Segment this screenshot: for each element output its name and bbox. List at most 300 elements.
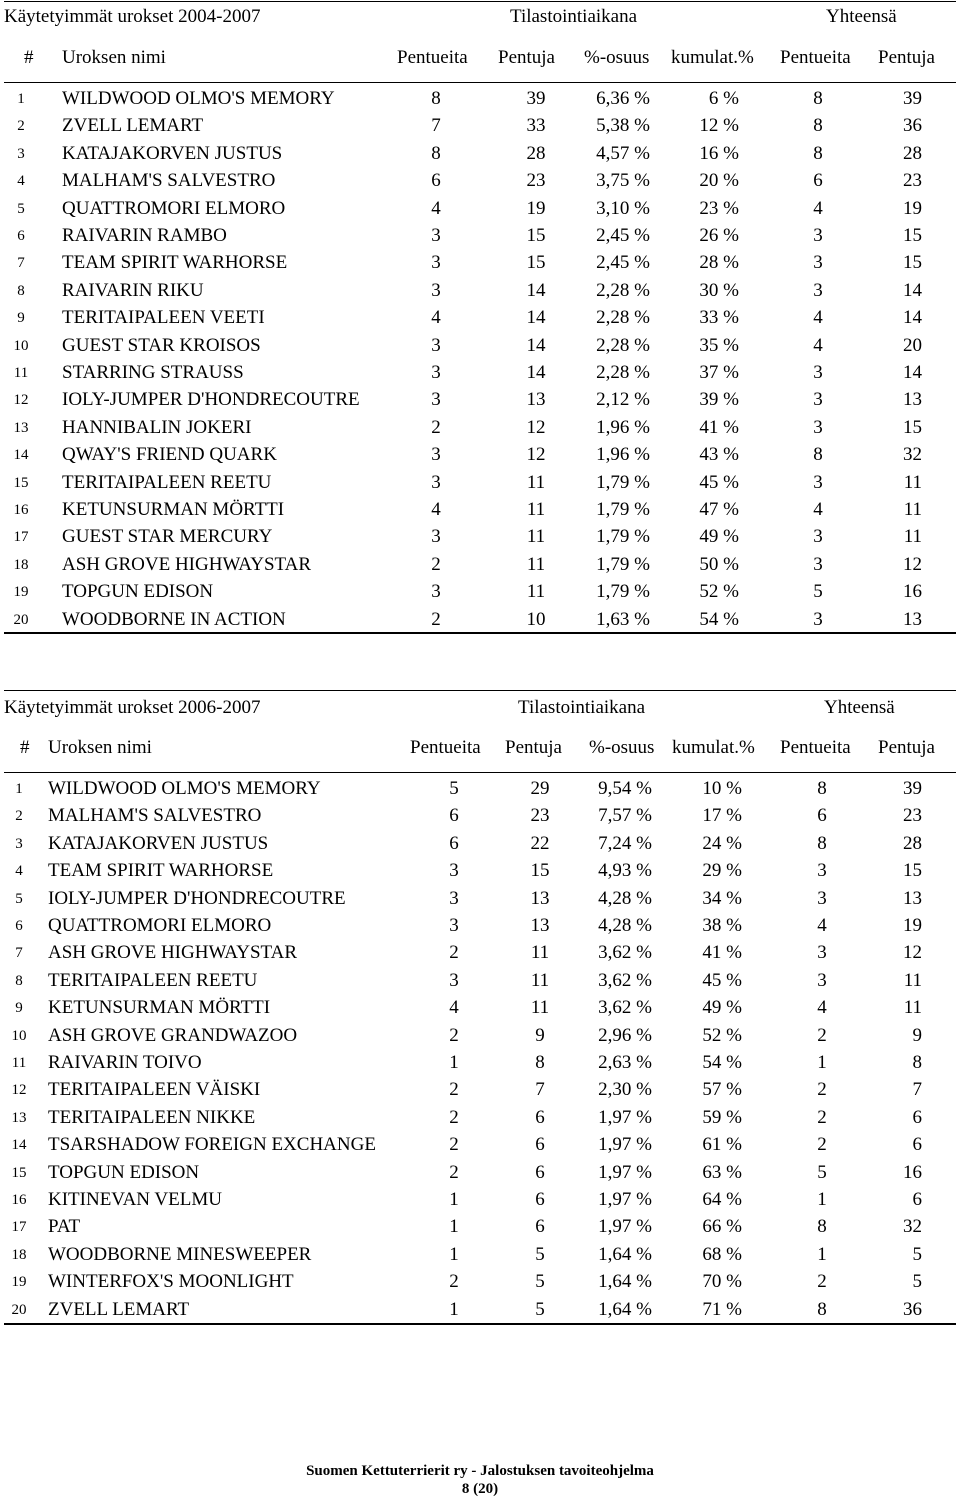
- cell-puppies: 5: [535, 1298, 545, 1320]
- cell-name: TERITAIPALEEN REETU: [48, 969, 258, 991]
- cell-name: RAIVARIN RIKU: [62, 279, 204, 301]
- cell-puppies: 33: [526, 115, 546, 137]
- cell-cumulative: 47 %: [699, 499, 739, 520]
- cell-share: 2,96 %: [598, 1024, 652, 1046]
- cell-name: TERITAIPALEEN VEETI: [62, 307, 265, 329]
- table-title: Käytetyimmät urokset 2006-2007: [4, 697, 261, 718]
- cell-total-litters: 2: [817, 1271, 827, 1293]
- cell-name: TERITAIPALEEN NIKKE: [48, 1106, 256, 1128]
- cell-share: 1,64 %: [598, 1271, 652, 1293]
- table-bottom-border: [4, 1323, 956, 1325]
- table-row: [4, 1079, 956, 1107]
- cell-cumulative: 68 %: [702, 1243, 742, 1265]
- cell-total-puppies: 15: [903, 416, 922, 438]
- cell-cumulative: 57 %: [702, 1079, 742, 1101]
- table-row: [4, 778, 956, 806]
- cell-rank: 6: [15, 918, 23, 934]
- cell-cumulative: 38 %: [702, 915, 742, 936]
- cell-total-litters: 3: [813, 362, 823, 383]
- cell-total-puppies: 16: [903, 1161, 922, 1183]
- cell-puppies: 7: [535, 1079, 545, 1101]
- col-header-number: #: [20, 737, 30, 758]
- cell-rank: 16: [11, 1192, 27, 1208]
- cell-litters: 2: [449, 1024, 459, 1046]
- cell-name: TEAM SPIRIT WARHORSE: [48, 860, 274, 882]
- cell-puppies: 13: [530, 887, 550, 909]
- cell-rank: 1: [17, 91, 25, 107]
- cell-name: RAIVARIN RAMBO: [62, 225, 227, 246]
- table-row: [4, 860, 956, 888]
- cell-share: 4,57 %: [596, 142, 650, 164]
- table-row: [4, 115, 956, 143]
- cell-share: 4,28 %: [598, 915, 652, 936]
- table-row: [4, 915, 956, 943]
- cell-name: IOLY-JUMPER D'HONDRECOUTRE: [48, 887, 346, 909]
- table-top-border: [4, 1, 956, 2]
- cell-total-litters: 8: [813, 115, 823, 137]
- cell-litters: 1: [449, 1243, 459, 1265]
- cell-litters: 4: [431, 499, 441, 520]
- cell-litters: 2: [449, 1161, 459, 1183]
- cell-puppies: 14: [526, 334, 546, 356]
- cell-litters: 3: [431, 362, 441, 383]
- cell-litters: 1: [449, 1298, 459, 1320]
- cell-share: 2,28 %: [596, 334, 650, 356]
- cell-puppies: 15: [526, 225, 546, 246]
- cell-cumulative: 66 %: [702, 1216, 742, 1238]
- cell-total-puppies: 14: [903, 362, 922, 383]
- cell-puppies: 11: [526, 526, 546, 548]
- cell-cumulative: 52 %: [702, 1024, 742, 1046]
- cell-name: IOLY-JUMPER D'HONDRECOUTRE: [62, 389, 360, 411]
- col-header-total-puppies: Pentuja: [878, 47, 935, 68]
- cell-total-litters: 8: [817, 832, 827, 854]
- table-row: [4, 833, 956, 861]
- cell-rank: 20: [13, 611, 29, 628]
- table-2006-2007: [4, 690, 956, 1330]
- cell-total-puppies: 12: [903, 553, 922, 575]
- cell-total-puppies: 11: [903, 997, 922, 1019]
- cell-total-puppies: 28: [903, 142, 922, 164]
- cell-rank: 17: [11, 1219, 27, 1236]
- cell-litters: 3: [431, 389, 441, 411]
- col-header-share: %-osuus: [584, 47, 650, 68]
- cell-share: 3,75 %: [596, 170, 650, 192]
- cell-name: GUEST STAR KROISOS: [62, 334, 261, 356]
- cell-cumulative: 17 %: [702, 805, 742, 827]
- cell-litters: 2: [449, 942, 459, 964]
- cell-cumulative: 16 %: [699, 142, 739, 164]
- cell-puppies: 12: [526, 416, 546, 438]
- table-row: [4, 88, 956, 116]
- cell-total-puppies: 14: [903, 307, 922, 329]
- cell-rank: 10: [13, 337, 29, 354]
- cell-rank: 8: [17, 282, 25, 299]
- cell-litters: 3: [431, 581, 441, 603]
- cell-litters: 1: [449, 1189, 459, 1210]
- cell-total-puppies: 23: [903, 170, 922, 192]
- cell-cumulative: 28 %: [699, 252, 739, 274]
- cell-total-puppies: 6: [912, 1134, 922, 1156]
- cell-rank: 7: [17, 255, 25, 272]
- cell-name: HANNIBALIN JOKERI: [62, 416, 252, 438]
- cell-cumulative: 70 %: [702, 1271, 742, 1293]
- cell-name: KITINEVAN VELMU: [48, 1189, 222, 1210]
- cell-puppies: 8: [535, 1052, 545, 1073]
- cell-name: TOPGUN EDISON: [48, 1161, 200, 1183]
- cell-share: 3,62 %: [598, 997, 652, 1019]
- cell-total-litters: 8: [813, 88, 823, 109]
- cell-total-litters: 5: [817, 1161, 827, 1183]
- table-row: [4, 1299, 956, 1327]
- cell-cumulative: 61 %: [702, 1134, 742, 1156]
- cell-total-litters: 1: [817, 1243, 827, 1265]
- page-footer-title: Suomen Kettuterrierit ry - Jalostuksen tavoiteohjelma: [306, 1463, 654, 1479]
- cell-puppies: 11: [530, 942, 550, 964]
- cell-share: 2,28 %: [596, 279, 650, 301]
- cell-name: QUATTROMORI ELMORO: [62, 197, 286, 219]
- col-header-total-puppies: Pentuja: [878, 737, 935, 758]
- cell-share: 1,97 %: [598, 1134, 652, 1156]
- cell-total-litters: 4: [813, 307, 823, 329]
- cell-puppies: 28: [526, 142, 546, 164]
- cell-cumulative: 59 %: [702, 1106, 742, 1128]
- cell-total-litters: 3: [813, 471, 823, 493]
- cell-name: TERITAIPALEEN REETU: [62, 471, 272, 493]
- cell-rank: 2: [15, 808, 23, 825]
- cell-name: KETUNSURMAN MÖRTTI: [62, 499, 285, 520]
- cell-share: 1,97 %: [598, 1106, 652, 1128]
- cell-share: 1,79 %: [596, 581, 650, 603]
- cell-rank: 1: [15, 781, 23, 797]
- cell-puppies: 23: [530, 805, 550, 827]
- cell-litters: 3: [449, 860, 459, 882]
- cell-total-puppies: 9: [912, 1024, 922, 1046]
- cell-rank: 13: [11, 1109, 27, 1126]
- cell-litters: 2: [449, 1134, 459, 1156]
- cell-share: 3,10 %: [596, 197, 650, 219]
- cell-total-litters: 3: [813, 252, 823, 274]
- cell-share: 2,12 %: [596, 389, 650, 411]
- group-header-stats: Tilastointiaikana: [510, 6, 638, 27]
- table-row: [4, 526, 956, 554]
- cell-rank: 7: [15, 945, 23, 962]
- cell-cumulative: 33 %: [699, 307, 739, 329]
- page-number: 8 (20): [461, 1481, 499, 1497]
- table-row: [4, 335, 956, 363]
- table-row: [4, 198, 956, 226]
- cell-name: RAIVARIN TOIVO: [48, 1052, 202, 1073]
- cell-name: QWAY'S FRIEND QUARK: [62, 444, 277, 466]
- cell-rank: 20: [11, 1301, 27, 1318]
- table-top-border: [4, 690, 956, 691]
- cell-total-litters: 3: [817, 887, 827, 909]
- cell-total-puppies: 39: [903, 88, 922, 109]
- table-row: [4, 444, 956, 472]
- table-title: Käytetyimmät urokset 2004-2007: [4, 6, 261, 27]
- cell-total-litters: 4: [813, 499, 823, 520]
- table-row: [4, 499, 956, 527]
- cell-cumulative: 30 %: [699, 279, 739, 301]
- cell-puppies: 6: [535, 1216, 545, 1238]
- cell-puppies: 6: [535, 1106, 545, 1128]
- cell-total-puppies: 11: [903, 969, 922, 991]
- cell-total-puppies: 13: [903, 608, 922, 630]
- cell-share: 7,24 %: [598, 832, 652, 854]
- cell-litters: 3: [449, 915, 459, 936]
- cell-litters: 4: [431, 197, 441, 219]
- header-divider: [4, 82, 956, 83]
- cell-total-litters: 3: [817, 942, 827, 964]
- cell-name: TEAM SPIRIT WARHORSE: [62, 252, 288, 274]
- cell-share: 9,54 %: [598, 778, 652, 799]
- col-header-total-litters: Pentueita: [780, 47, 851, 68]
- col-header-puppies: Pentuja: [505, 737, 562, 758]
- cell-total-litters: 2: [817, 1079, 827, 1101]
- cell-total-puppies: 32: [903, 444, 922, 466]
- cell-litters: 1: [449, 1052, 459, 1073]
- cell-puppies: 12: [526, 444, 546, 466]
- cell-litters: 6: [431, 170, 441, 192]
- cell-cumulative: 41 %: [702, 942, 742, 964]
- cell-share: 1,97 %: [598, 1216, 652, 1238]
- cell-total-puppies: 36: [903, 115, 922, 137]
- cell-total-litters: 2: [817, 1106, 827, 1128]
- cell-total-puppies: 11: [903, 526, 922, 548]
- group-header-total: Yhteensä: [824, 697, 895, 718]
- table-2004-2007: [4, 0, 956, 640]
- table-row: [4, 1271, 956, 1299]
- col-header-litters: Pentueita: [410, 737, 481, 758]
- table-row: [4, 1107, 956, 1135]
- cell-total-litters: 3: [813, 279, 823, 301]
- cell-total-litters: 8: [817, 1216, 827, 1238]
- cell-litters: 6: [449, 832, 459, 854]
- cell-total-puppies: 11: [903, 471, 922, 493]
- cell-puppies: 23: [526, 170, 546, 192]
- cell-share: 4,93 %: [598, 860, 652, 882]
- cell-share: 2,28 %: [596, 307, 650, 329]
- cell-share: 7,57 %: [598, 805, 652, 827]
- cell-total-litters: 4: [817, 997, 827, 1019]
- cell-total-litters: 4: [817, 915, 827, 936]
- col-header-puppies: Pentuja: [498, 47, 555, 68]
- cell-litters: 2: [449, 1271, 459, 1293]
- cell-name: WILDWOOD OLMO'S MEMORY: [62, 88, 335, 109]
- cell-total-litters: 6: [817, 805, 827, 827]
- cell-total-litters: 8: [817, 1298, 827, 1320]
- cell-rank: 8: [15, 972, 23, 989]
- cell-cumulative: 49 %: [699, 526, 739, 548]
- table-row: [4, 997, 956, 1025]
- cell-total-puppies: 19: [903, 197, 922, 219]
- cell-share: 3,62 %: [598, 942, 652, 964]
- col-header-name: Uroksen nimi: [62, 47, 166, 68]
- cell-total-puppies: 15: [903, 860, 922, 882]
- cell-total-litters: 3: [817, 969, 827, 991]
- cell-litters: 2: [431, 608, 441, 630]
- cell-total-litters: 2: [817, 1134, 827, 1156]
- cell-litters: 3: [431, 252, 441, 274]
- cell-puppies: 6: [535, 1161, 545, 1183]
- cell-cumulative: 39 %: [699, 389, 739, 411]
- cell-share: 1,97 %: [598, 1161, 652, 1183]
- cell-total-puppies: 5: [912, 1243, 922, 1265]
- cell-name: MALHAM'S SALVESTRO: [62, 170, 276, 192]
- cell-share: 2,45 %: [596, 252, 650, 274]
- cell-cumulative: 41 %: [699, 416, 739, 438]
- cell-rank: 19: [13, 584, 29, 601]
- col-header-litters: Pentueita: [397, 47, 468, 68]
- cell-puppies: 6: [535, 1134, 545, 1156]
- table-row: [4, 280, 956, 308]
- cell-rank: 5: [15, 890, 23, 907]
- cell-rank: 4: [15, 863, 23, 880]
- cell-puppies: 14: [526, 362, 546, 383]
- cell-litters: 3: [431, 334, 441, 356]
- cell-rank: 11: [11, 1055, 27, 1071]
- cell-puppies: 13: [530, 915, 550, 936]
- cell-share: 1,79 %: [596, 499, 650, 520]
- cell-total-puppies: 23: [903, 805, 922, 827]
- cell-total-puppies: 19: [903, 915, 922, 936]
- cell-cumulative: 50 %: [699, 553, 739, 575]
- cell-rank: 17: [13, 529, 29, 546]
- cell-puppies: 14: [526, 279, 546, 301]
- cell-litters: 8: [431, 88, 441, 109]
- cell-cumulative: 49 %: [702, 997, 742, 1019]
- cell-total-puppies: 13: [903, 887, 922, 909]
- cell-puppies: 11: [530, 997, 550, 1019]
- cell-cumulative: 26 %: [699, 225, 739, 246]
- cell-cumulative: 29 %: [702, 860, 742, 882]
- cell-rank: 2: [17, 118, 25, 135]
- cell-total-litters: 1: [817, 1189, 827, 1210]
- cell-rank: 12: [11, 1082, 27, 1099]
- cell-name: ASH GROVE HIGHWAYSTAR: [62, 553, 312, 575]
- cell-total-puppies: 6: [912, 1189, 922, 1210]
- cell-share: 1,96 %: [596, 444, 650, 466]
- table-row: [4, 143, 956, 171]
- col-header-total-litters: Pentueita: [780, 737, 851, 758]
- cell-rank: 14: [13, 447, 29, 464]
- table-row: [4, 472, 956, 500]
- cell-total-litters: 3: [813, 389, 823, 411]
- cell-share: 1,79 %: [596, 553, 650, 575]
- cell-name: WOODBORNE IN ACTION: [62, 608, 286, 630]
- cell-total-litters: 3: [813, 416, 823, 438]
- cell-total-puppies: 28: [903, 832, 922, 854]
- table-bottom-border: [4, 632, 956, 634]
- group-header-stats: Tilastointiaikana: [518, 697, 646, 718]
- cell-share: 2,28 %: [596, 362, 650, 383]
- cell-cumulative: 43 %: [699, 444, 739, 466]
- cell-name: TERITAIPALEEN VÄISKI: [48, 1079, 261, 1101]
- cell-rank: 15: [11, 1164, 27, 1181]
- cell-rank: 3: [17, 145, 25, 162]
- cell-litters: 3: [431, 444, 441, 466]
- cell-rank: 9: [15, 1000, 23, 1017]
- cell-name: WOODBORNE MINESWEEPER: [48, 1243, 312, 1265]
- cell-litters: 3: [431, 279, 441, 301]
- cell-puppies: 22: [530, 832, 550, 854]
- cell-total-puppies: 32: [903, 1216, 922, 1238]
- cell-cumulative: 54 %: [702, 1052, 742, 1073]
- cell-litters: 3: [431, 471, 441, 493]
- cell-total-litters: 3: [813, 553, 823, 575]
- table-row: [4, 970, 956, 998]
- group-header-total: Yhteensä: [826, 6, 897, 27]
- cell-total-litters: 3: [817, 860, 827, 882]
- cell-total-litters: 3: [813, 608, 823, 630]
- cell-rank: 5: [17, 200, 25, 217]
- cell-name: TOPGUN EDISON: [62, 581, 214, 603]
- cell-share: 4,28 %: [598, 887, 652, 909]
- table-row: [4, 307, 956, 335]
- cell-share: 1,64 %: [598, 1243, 652, 1265]
- cell-rank: 18: [13, 556, 29, 573]
- cell-total-litters: 1: [817, 1052, 827, 1073]
- cell-cumulative: 6 %: [708, 88, 739, 109]
- cell-rank: 3: [15, 835, 23, 852]
- cell-cumulative: 24 %: [702, 832, 742, 854]
- col-header-cumulative: kumulat.%: [672, 737, 755, 758]
- cell-total-litters: 8: [813, 444, 823, 466]
- cell-name: QUATTROMORI ELMORO: [48, 915, 272, 936]
- cell-rank: 13: [13, 419, 29, 436]
- cell-litters: 2: [431, 553, 441, 575]
- cell-rank: 6: [17, 228, 25, 244]
- cell-litters: 2: [431, 416, 441, 438]
- cell-litters: 7: [431, 115, 441, 137]
- cell-name: GUEST STAR MERCURY: [62, 526, 273, 548]
- cell-rank: 10: [11, 1027, 27, 1044]
- table-row: [4, 805, 956, 833]
- cell-total-litters: 4: [813, 197, 823, 219]
- table-row: [4, 554, 956, 582]
- cell-name: ZVELL LEMART: [62, 115, 204, 137]
- cell-puppies: 39: [526, 88, 546, 109]
- cell-litters: 1: [449, 1216, 459, 1238]
- cell-cumulative: 37 %: [699, 362, 739, 383]
- table-row: [4, 1189, 956, 1217]
- cell-name: PAT: [48, 1216, 81, 1238]
- cell-litters: 4: [431, 307, 441, 329]
- cell-total-puppies: 39: [903, 778, 922, 799]
- cell-rank: 19: [11, 1274, 27, 1291]
- cell-litters: 3: [431, 225, 441, 246]
- col-header-name: Uroksen nimi: [48, 737, 152, 758]
- table-row: [4, 417, 956, 445]
- table-row: [4, 225, 956, 253]
- cell-puppies: 11: [526, 581, 546, 603]
- col-header-share: %-osuus: [589, 737, 655, 758]
- cell-total-puppies: 15: [903, 252, 922, 274]
- cell-total-puppies: 13: [903, 389, 922, 411]
- cell-name: WILDWOOD OLMO'S MEMORY: [48, 778, 321, 799]
- cell-total-litters: 3: [813, 225, 823, 246]
- cell-puppies: 11: [526, 553, 546, 575]
- cell-rank: 4: [17, 173, 25, 190]
- cell-puppies: 5: [535, 1243, 545, 1265]
- cell-share: 2,45 %: [596, 225, 650, 246]
- table-row: [4, 389, 956, 417]
- col-header-number: #: [24, 47, 34, 68]
- cell-share: 2,30 %: [598, 1079, 652, 1101]
- cell-name: ASH GROVE HIGHWAYSTAR: [48, 942, 298, 964]
- table-row: [4, 170, 956, 198]
- table-row: [4, 1244, 956, 1272]
